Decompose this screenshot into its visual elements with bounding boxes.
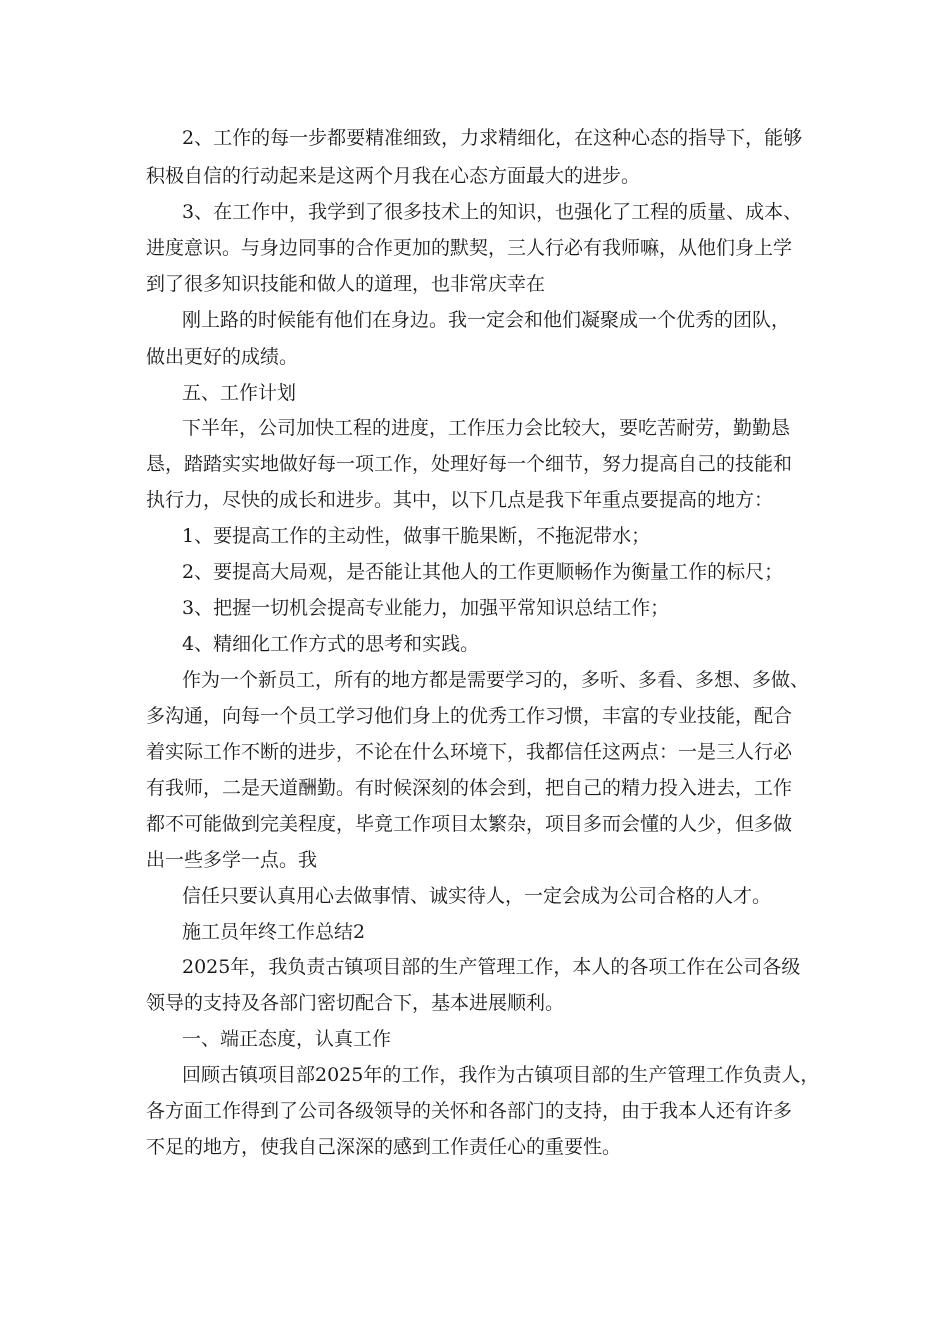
list-item: 4、精细化工作方式的思考和实践。 [182,633,480,655]
list-item: 1、要提高工作的主动性，做事干脆果断，不拖泥带水； [182,525,651,547]
text-line: 回顾古镇项目部2025年的工作，我作为古镇项目部的生产管理工作负责人， [182,1064,820,1086]
text-line: 多沟通，向每一个员工学习他们身上的优秀工作习惯，丰富的专业技能，配合 [146,705,793,727]
text-line: 恳，踏踏实实地做好每一项工作，处理好每一个细节，努力提高自己的技能和 [146,453,793,475]
text-line: 做出更好的成绩。 [146,346,299,368]
text-line: 到了很多知识技能和做人的道理，也非常庆幸在 [146,273,546,295]
text-line: 都不可能做到完美程度，毕竟工作项目太繁杂，项目多而会懂的人少，但多做 [146,813,793,835]
text-line: 信任只要认真用心去做事情、诚实待人，一定会成为公司合格的人才。 [182,885,772,907]
text-line: 2025年，我负责古镇项目部的生产管理工作，本人的各项工作在公司各级 [182,956,801,978]
list-item: 2、要提高大局观，是否能让其他人的工作更顺畅作为衡量工作的标尺； [182,561,784,583]
section-heading: 五、工作计划 [182,382,297,404]
text-line: 下半年，公司加快工程的进度，工作压力会比较大，要吃苦耐劳，勤勤恳 [182,417,791,439]
list-item: 3、把握一切机会提高专业能力，加强平常知识总结工作； [182,597,670,619]
text-line: 进度意识。与身边同事的合作更加的默契，三人行必有我师嘛，从他们身上学 [146,237,793,259]
text-line: 积极自信的行动起来是这两个月我在心态方面最大的进步。 [146,165,641,187]
text-line: 领导的支持及各部门密切配合下，基本进展顺利。 [146,992,565,1014]
text-line: 出一些多学一点。我 [146,849,318,871]
text-line: 执行力，尽快的成长和进步。其中，以下几点是我下年重点要提高的地方： [146,489,774,511]
text-line: 各方面工作得到了公司各级领导的关怀和各部门的支持，由于我本人还有许多 [146,1100,793,1122]
section-title: 施工员年终工作总结2 [182,921,366,943]
text-line: 刚上路的时候能有他们在身边。我一定会和他们凝聚成一个优秀的团队， [182,309,791,331]
text-line: 2、工作的每一步都要精准细致，力求精细化，在这种心态的指导下，能够 [182,127,803,149]
section-heading: 一、端正态度，认真工作 [182,1028,392,1050]
text-line: 有我师，二是天道酬勤。有时候深刻的体会到，把自己的精力投入进去，工作 [146,777,793,799]
text-line: 作为一个新员工，所有的地方都是需要学习的，多听、多看、多想、多做、 [182,669,810,691]
text-line: 3、在工作中，我学到了很多技术上的知识，也强化了工程的质量、成本、 [182,201,803,223]
text-line: 着实际工作不断的进步，不论在什么环境下，我都信任这两点：一是三人行必 [146,741,793,763]
text-line: 不足的地方，使我自己深深的感到工作责任心的重要性。 [146,1136,622,1158]
